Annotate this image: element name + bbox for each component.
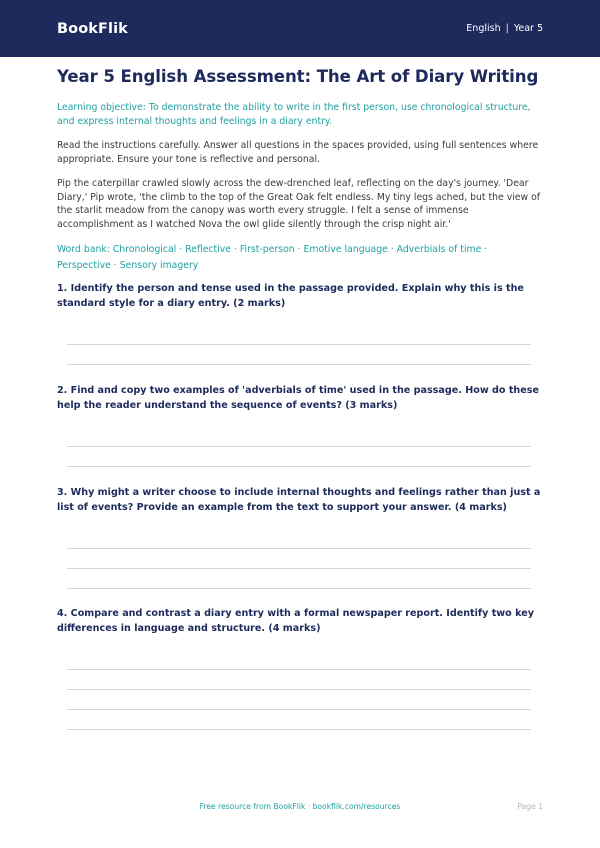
- footer: [0, 802, 600, 814]
- learning-objective: Learning objective: To demonstrate the ability to write in the first person, use chronological structure, and express internal thoughts and feelings in a diary entry.: [57, 102, 531, 127]
- page-title: Year 5 English Assessment: The Art of Diary Writing: [57, 67, 539, 86]
- footer-credit-link[interactable]: Free resource from BookFlik · bookflik.com/resources: [199, 802, 401, 811]
- page-number: Page 1: [517, 802, 543, 811]
- year-label: Year 5: [513, 23, 543, 34]
- answer-line[interactable]: [67, 669, 531, 670]
- header-bar: [0, 0, 600, 57]
- answer-line[interactable]: [67, 364, 531, 365]
- answer-line[interactable]: [67, 568, 531, 569]
- subject-label: English: [466, 23, 501, 34]
- answer-line[interactable]: [67, 446, 531, 447]
- question-2: 2. Find and copy two examples of 'adverbials of time' used in the passage. How do these help the reader understand the sequence of events? (3 marks): [57, 385, 539, 411]
- meta-separator: |: [505, 23, 509, 34]
- brand-logo: BookFlik: [57, 20, 128, 37]
- instructions-text: Read the instructions carefully. Answer all questions in the spaces provided, using full sentences where appropriate. Ensure your tone is reflective and personal.: [57, 140, 539, 165]
- answer-line[interactable]: [67, 709, 531, 710]
- answer-line[interactable]: [67, 344, 531, 345]
- header-meta: [466, 23, 543, 34]
- answer-line[interactable]: [67, 689, 531, 690]
- answer-line[interactable]: [67, 548, 531, 549]
- answer-line[interactable]: [67, 466, 531, 467]
- main-content: [0, 67, 600, 273]
- answer-line[interactable]: [67, 729, 531, 730]
- question-3: 3. Why might a writer choose to include internal thoughts and feelings rather than just a list of events? Provide an example from the text to support your answer. (4 marks): [57, 487, 541, 513]
- reading-passage: Pip the caterpillar crawled slowly across the dew-drenched leaf, reflecting on the day's journey. 'Dear Diary,' Pip wrote, 'the climb to the top of the Great Oak felt endless. My tiny legs ached, but the view of the starlit meadow from the canopy was worth every struggle. I felt a sense of immense accomplishment as I watched Nova the owl glide silently through the crisp night air.': [57, 178, 541, 230]
- question-4: 4. Compare and contrast a diary entry with a formal newspaper report. Identify two key differences in language and structure. (4 marks): [57, 608, 534, 634]
- answer-line[interactable]: [67, 588, 531, 589]
- word-bank: Word bank: Chronological · Reflective · First-person · Emotive language · Adverbials of time · Perspective · Sensory imagery: [57, 244, 488, 271]
- question-1: 1. Identify the person and tense used in the passage provided. Explain why this is the standard style for a diary entry. (2 marks): [57, 283, 524, 309]
